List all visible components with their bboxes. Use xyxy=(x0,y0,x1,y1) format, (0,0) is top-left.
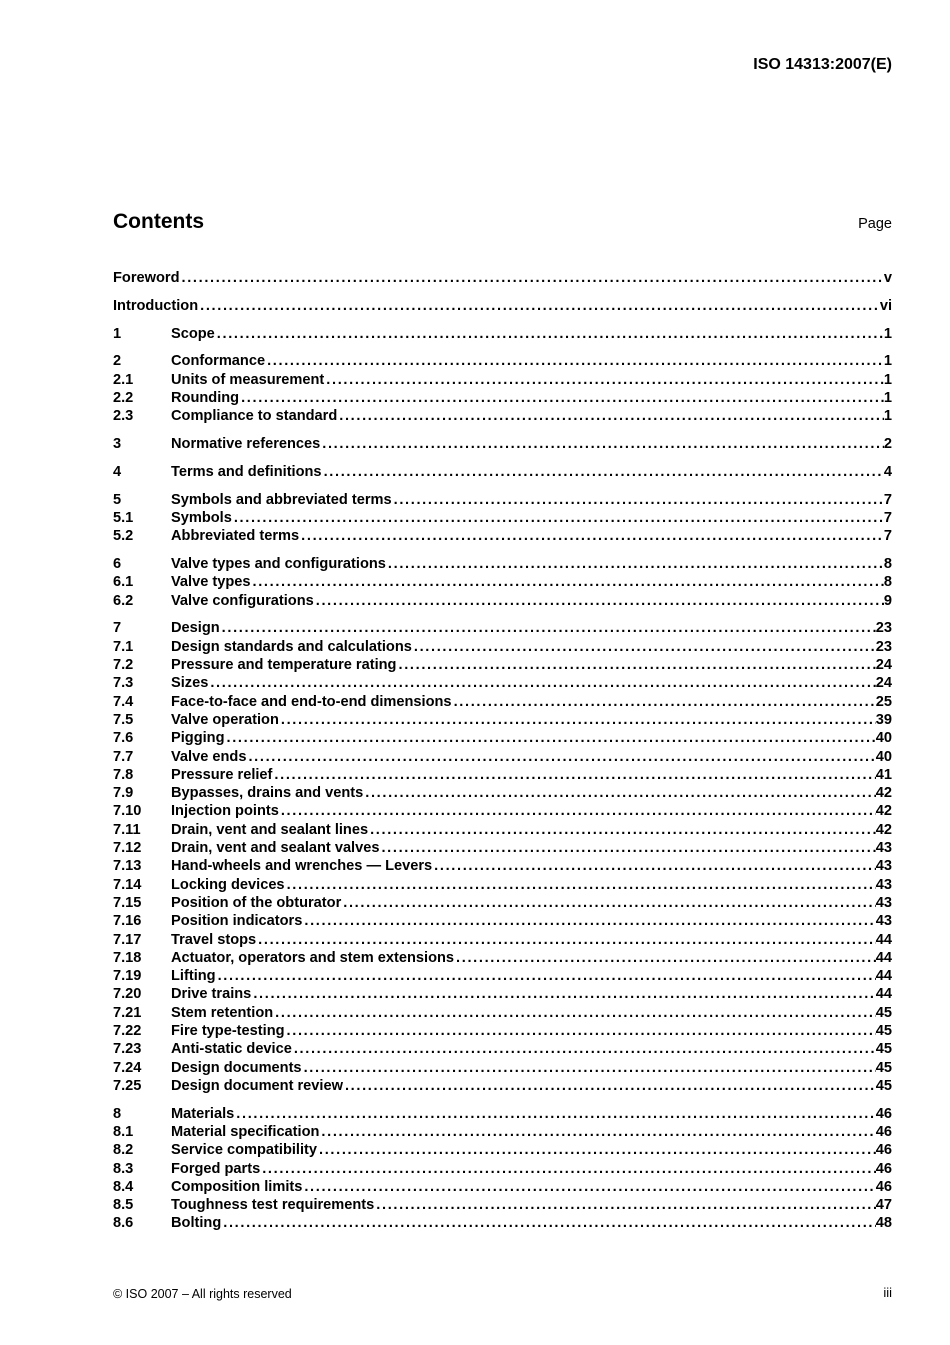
toc-entry-number: 2.2 xyxy=(113,389,134,406)
toc-entry[interactable] xyxy=(113,912,892,930)
toc-entry-title: Foreword xyxy=(113,270,180,286)
toc-entry[interactable] xyxy=(113,821,892,839)
toc-entry-number: 7.18 xyxy=(113,949,142,966)
toc-entry-page: 45 xyxy=(875,1059,892,1076)
toc-entry[interactable] xyxy=(113,555,892,573)
toc-entry-number: 6.2 xyxy=(113,592,134,609)
toc-entry-title: Drain, vent and sealant valves xyxy=(171,840,380,857)
toc-entry-title: Symbols xyxy=(171,509,232,526)
dot-leader xyxy=(225,729,876,747)
toc-entry-title: Design standards and calculations xyxy=(171,638,412,655)
toc-entry-title: Pressure relief xyxy=(171,766,273,783)
toc-entry[interactable] xyxy=(113,693,892,711)
dot-leader xyxy=(363,784,876,802)
toc-entry-title: Materials xyxy=(171,1105,235,1122)
toc-entry-number: 8.1 xyxy=(113,1123,134,1140)
toc-entry-page: 44 xyxy=(875,986,892,1003)
toc-entry-number: 7.8 xyxy=(113,766,134,783)
toc-entry[interactable] xyxy=(113,931,892,949)
copyright-notice: © ISO 2007 – All rights reserved xyxy=(113,1287,292,1301)
toc-entry-page: 25 xyxy=(875,693,892,710)
dot-leader xyxy=(272,766,875,784)
dot-leader xyxy=(256,931,876,949)
toc-entry[interactable] xyxy=(113,1077,892,1095)
dot-leader xyxy=(260,1160,876,1178)
toc-entry[interactable] xyxy=(113,1022,892,1040)
toc-entry-number: 8 xyxy=(113,1105,122,1122)
toc-entry-number: 7.20 xyxy=(113,986,142,1003)
toc-entry-title: Design document review xyxy=(171,1077,343,1094)
toc-entry-page: 24 xyxy=(875,675,892,692)
toc-entry-title: Compliance to standard xyxy=(171,408,338,425)
toc-entry-title: Valve configurations xyxy=(171,592,314,609)
toc-entry-number: 7.13 xyxy=(113,858,142,875)
dot-leader xyxy=(432,857,876,875)
toc-entry-page: 41 xyxy=(875,766,892,783)
toc-entry[interactable] xyxy=(113,784,892,802)
toc-entry-number: 7.7 xyxy=(113,748,134,765)
toc-entry-title: Sizes xyxy=(171,675,209,692)
toc-entry-page: 43 xyxy=(875,913,892,930)
toc-entry[interactable] xyxy=(113,949,892,967)
toc-entry-page: 23 xyxy=(875,638,892,655)
toc-entry-title: Bypasses, drains and vents xyxy=(171,785,364,802)
toc-entry[interactable] xyxy=(113,527,892,545)
toc-entry[interactable] xyxy=(113,1105,892,1123)
toc-entry-page: 45 xyxy=(875,1077,892,1094)
toc-entry-title: Anti-static device xyxy=(171,1041,292,1058)
dot-leader xyxy=(279,711,876,729)
toc-entry-title: Injection points xyxy=(171,803,279,820)
dot-leader xyxy=(292,1040,876,1058)
dot-leader xyxy=(221,1214,876,1232)
toc-entry-title: Fire type-testing xyxy=(171,1022,285,1039)
toc-entry-title: Composition limits xyxy=(171,1178,303,1195)
toc-entry-page: 46 xyxy=(875,1160,892,1177)
toc-entry-number: 7.3 xyxy=(113,675,134,692)
toc-entry-number: 5.2 xyxy=(113,528,134,545)
toc-entry[interactable] xyxy=(113,802,892,820)
toc-entry-page: 43 xyxy=(875,858,892,875)
toc-entry-number: 7.17 xyxy=(113,931,142,948)
toc-entry[interactable] xyxy=(113,674,892,692)
toc-entry-title: Service compatibility xyxy=(171,1142,317,1159)
dot-leader xyxy=(179,269,883,287)
dot-leader xyxy=(320,435,884,453)
toc-entry-page: 45 xyxy=(875,1041,892,1058)
toc-entry-page: 1 xyxy=(883,389,892,406)
toc-entry-title: Forged parts xyxy=(171,1160,261,1177)
toc-entry-title: Stem retention xyxy=(171,1004,274,1021)
toc-entry[interactable] xyxy=(113,1196,892,1214)
dot-leader xyxy=(317,1141,876,1159)
dot-leader xyxy=(396,656,875,674)
toc-entry-number: 7.9 xyxy=(113,785,134,802)
dot-leader xyxy=(322,463,884,481)
toc-entry[interactable] xyxy=(113,592,892,610)
dot-leader xyxy=(368,821,876,839)
toc-entry-page: 9 xyxy=(883,592,892,609)
toc-entry-page: 7 xyxy=(883,509,892,526)
toc-entry-number: 7.11 xyxy=(113,821,141,838)
toc-entry-number: 7.6 xyxy=(113,730,134,747)
toc-entry-page: 1 xyxy=(883,408,892,425)
toc-entry-title: Design xyxy=(171,620,220,637)
toc-entry-title: Material specification xyxy=(171,1123,320,1140)
toc-entry-title: Symbols and abbreviated terms xyxy=(171,491,392,508)
toc-entry-number: 7.22 xyxy=(113,1022,142,1039)
toc-entry-page: 44 xyxy=(875,931,892,948)
dot-leader xyxy=(265,352,884,370)
dot-leader xyxy=(285,876,876,894)
toc-entry-title: Lifting xyxy=(171,968,216,985)
toc-entry-page: 47 xyxy=(875,1197,892,1214)
dot-leader xyxy=(198,297,880,315)
toc-entry[interactable] xyxy=(113,1160,892,1178)
toc-entry[interactable] xyxy=(113,748,892,766)
toc-entry[interactable] xyxy=(113,1178,892,1196)
toc-entry-page: 24 xyxy=(875,657,892,674)
toc-entry-title: Abbreviated terms xyxy=(171,528,300,545)
toc-entry-number: 7.2 xyxy=(113,657,134,674)
dot-leader xyxy=(215,325,884,343)
toc-entry-page: 43 xyxy=(875,894,892,911)
toc-entry[interactable] xyxy=(113,876,892,894)
toc-entry-title: Face-to-face and end-to-end dimensions xyxy=(171,693,452,710)
toc-entry-number: 2.3 xyxy=(113,408,134,425)
toc-entry[interactable] xyxy=(113,711,892,729)
toc-entry-page: 43 xyxy=(875,876,892,893)
toc-entry-number: 7.23 xyxy=(113,1041,142,1058)
toc-entry-page: 42 xyxy=(875,821,892,838)
toc-entry-title: Rounding xyxy=(171,389,240,406)
toc-entry-number: 8.3 xyxy=(113,1160,134,1177)
toc-entry[interactable] xyxy=(113,407,892,425)
toc-entry-page: 46 xyxy=(875,1123,892,1140)
toc-entry-number: 8.2 xyxy=(113,1142,134,1159)
dot-leader xyxy=(279,802,876,820)
toc-entry-number: 7.5 xyxy=(113,711,134,728)
dot-leader xyxy=(251,985,875,1003)
toc-entry-page: 40 xyxy=(875,748,892,765)
toc-entry-title: Terms and definitions xyxy=(171,463,322,480)
toc-entry[interactable] xyxy=(113,371,892,389)
toc-entry-number: 8.6 xyxy=(113,1215,134,1232)
toc-entry-page: 1 xyxy=(883,371,892,388)
toc-entry-number: 7.19 xyxy=(113,968,142,985)
toc-entry-number: 5 xyxy=(113,491,122,508)
toc-entry-title: Introduction xyxy=(113,297,199,314)
toc-entry-title: Valve types xyxy=(171,574,251,591)
toc-entry[interactable] xyxy=(113,638,892,656)
toc-entry[interactable] xyxy=(113,766,892,784)
toc-entry[interactable] xyxy=(113,894,892,912)
toc-entry[interactable] xyxy=(113,325,892,343)
dot-leader xyxy=(341,894,876,912)
toc-entry-title: Locking devices xyxy=(171,876,285,893)
toc-entry-number: 1 xyxy=(113,325,122,342)
dot-leader xyxy=(208,674,875,692)
toc-entry-number: 7.10 xyxy=(113,803,142,820)
toc-entry-number: 6 xyxy=(113,556,122,573)
toc-entry[interactable] xyxy=(113,269,892,287)
dot-leader xyxy=(302,1059,876,1077)
toc-entry-number: 7.14 xyxy=(113,876,142,893)
toc-entry-page: 39 xyxy=(875,711,892,728)
dot-leader xyxy=(337,407,884,425)
toc-entry-number: 7.16 xyxy=(113,913,142,930)
toc-entry[interactable] xyxy=(113,619,892,637)
toc-entry-number: 3 xyxy=(113,436,122,453)
dot-leader xyxy=(239,389,884,407)
toc-entry-title: Normative references xyxy=(171,436,321,453)
toc-entry-page: 1 xyxy=(883,325,892,342)
toc-entry[interactable] xyxy=(113,297,892,315)
toc-entry[interactable] xyxy=(113,509,892,527)
toc-entry-title: Valve types and configurations xyxy=(171,556,386,573)
toc-entry-title: Position of the obturator xyxy=(171,894,342,911)
toc-entry[interactable] xyxy=(113,463,892,481)
toc-entry-page: 42 xyxy=(875,803,892,820)
page-number: iii xyxy=(883,1285,892,1300)
toc-entry-page: 46 xyxy=(875,1105,892,1122)
toc-entry-title: Units of measurement xyxy=(171,371,325,388)
dot-leader xyxy=(314,592,884,610)
toc-entry-page: v xyxy=(883,270,892,286)
dot-leader xyxy=(319,1123,875,1141)
dot-leader xyxy=(246,748,875,766)
toc-entry-title: Pressure and temperature rating xyxy=(171,657,397,674)
toc-entry[interactable] xyxy=(113,656,892,674)
dot-leader xyxy=(379,839,875,857)
dot-leader xyxy=(412,638,876,656)
toc-entry-number: 7.21 xyxy=(113,1004,142,1021)
toc-entry-title: Scope xyxy=(171,325,215,342)
document-id: ISO 14313:2007(E) xyxy=(753,56,892,73)
toc-entry-page: 1 xyxy=(883,353,892,370)
toc-entry-number: 7.4 xyxy=(113,693,134,710)
dot-leader xyxy=(324,371,884,389)
toc-entry[interactable] xyxy=(113,839,892,857)
toc-entry-page: 43 xyxy=(875,840,892,857)
toc-entry-title: Hand-wheels and wrenches — Levers xyxy=(171,858,433,875)
dot-leader xyxy=(232,509,884,527)
toc-entry[interactable] xyxy=(113,1141,892,1159)
toc-entry[interactable] xyxy=(113,352,892,370)
toc-entry[interactable] xyxy=(113,389,892,407)
toc-entry-number: 7.1 xyxy=(113,638,134,655)
toc-entry-page: 48 xyxy=(875,1215,892,1232)
toc-entry-page: 46 xyxy=(875,1142,892,1159)
toc-entry[interactable] xyxy=(113,1059,892,1077)
dot-leader xyxy=(251,573,884,591)
dot-leader xyxy=(285,1022,876,1040)
dot-leader xyxy=(234,1105,875,1123)
dot-leader xyxy=(386,555,884,573)
dot-leader xyxy=(454,949,876,967)
toc-entry-number: 8.4 xyxy=(113,1178,134,1195)
toc-entry-title: Pigging xyxy=(171,730,225,747)
toc-entry-number: 7.25 xyxy=(113,1077,142,1094)
dot-leader xyxy=(220,619,876,637)
toc-entry-number: 7.15 xyxy=(113,894,142,911)
dot-leader xyxy=(302,912,875,930)
dot-leader xyxy=(452,693,876,711)
toc-entry[interactable] xyxy=(113,1004,892,1022)
toc-entry-number: 5.1 xyxy=(113,509,134,526)
dot-leader xyxy=(343,1077,876,1095)
toc-entry-page: 8 xyxy=(883,574,892,591)
toc-entry-page: 40 xyxy=(875,730,892,747)
toc-entry-page: 7 xyxy=(883,491,892,508)
toc-entry-page: vi xyxy=(879,297,892,314)
toc-entry[interactable] xyxy=(113,985,892,1003)
toc-entry-title: Drain, vent and sealant lines xyxy=(171,821,369,838)
toc-entry[interactable] xyxy=(113,491,892,509)
toc-entry-page: 23 xyxy=(875,620,892,637)
toc-entry-page: 2 xyxy=(883,436,892,453)
toc-entry[interactable] xyxy=(113,573,892,591)
dot-leader xyxy=(273,1004,876,1022)
toc-entry[interactable] xyxy=(113,435,892,453)
toc-entry-page: 44 xyxy=(875,968,892,985)
toc-entry-page: 45 xyxy=(875,1004,892,1021)
toc-entry-title: Drive trains xyxy=(171,986,252,1003)
toc-entry[interactable] xyxy=(113,1214,892,1232)
toc-entry-title: Valve ends xyxy=(171,748,247,765)
toc-entry[interactable] xyxy=(113,729,892,747)
dot-leader xyxy=(302,1178,875,1196)
toc-entry-number: 4 xyxy=(113,463,122,480)
toc-entry-number: 6.1 xyxy=(113,574,134,591)
toc-entry-number: 8.5 xyxy=(113,1197,134,1214)
dot-leader xyxy=(299,527,884,545)
table-of-contents xyxy=(113,269,892,1233)
toc-entry[interactable] xyxy=(113,967,892,985)
toc-entry-title: Position indicators xyxy=(171,913,303,930)
contents-heading: Contents xyxy=(113,210,204,233)
toc-entry-page: 8 xyxy=(883,556,892,573)
dot-leader xyxy=(392,491,884,509)
toc-entry-number: 2.1 xyxy=(113,371,134,388)
dot-leader xyxy=(216,967,876,985)
dot-leader xyxy=(374,1196,875,1214)
toc-entry-title: Bolting xyxy=(171,1215,222,1232)
toc-entry-page: 45 xyxy=(875,1022,892,1039)
toc-entry[interactable] xyxy=(113,1040,892,1058)
toc-entry-number: 7.24 xyxy=(113,1059,142,1076)
toc-entry-number: 7 xyxy=(113,620,122,637)
page-column-label: Page xyxy=(858,216,892,232)
toc-entry-page: 46 xyxy=(875,1178,892,1195)
toc-entry-page: 7 xyxy=(883,528,892,545)
toc-entry[interactable] xyxy=(113,857,892,875)
toc-entry[interactable] xyxy=(113,1123,892,1141)
toc-entry-title: Actuator, operators and stem extensions xyxy=(171,949,455,966)
toc-entry-number: 2 xyxy=(113,353,122,370)
toc-entry-title: Conformance xyxy=(171,353,266,370)
toc-entry-title: Design documents xyxy=(171,1059,302,1076)
toc-entry-page: 4 xyxy=(883,463,892,480)
toc-entry-page: 44 xyxy=(875,949,892,966)
toc-entry-page: 42 xyxy=(875,785,892,802)
toc-entry-title: Valve operation xyxy=(171,711,279,728)
toc-entry-title: Toughness test requirements xyxy=(171,1197,375,1214)
toc-entry-title: Travel stops xyxy=(171,931,257,948)
toc-entry-number: 7.12 xyxy=(113,840,142,857)
